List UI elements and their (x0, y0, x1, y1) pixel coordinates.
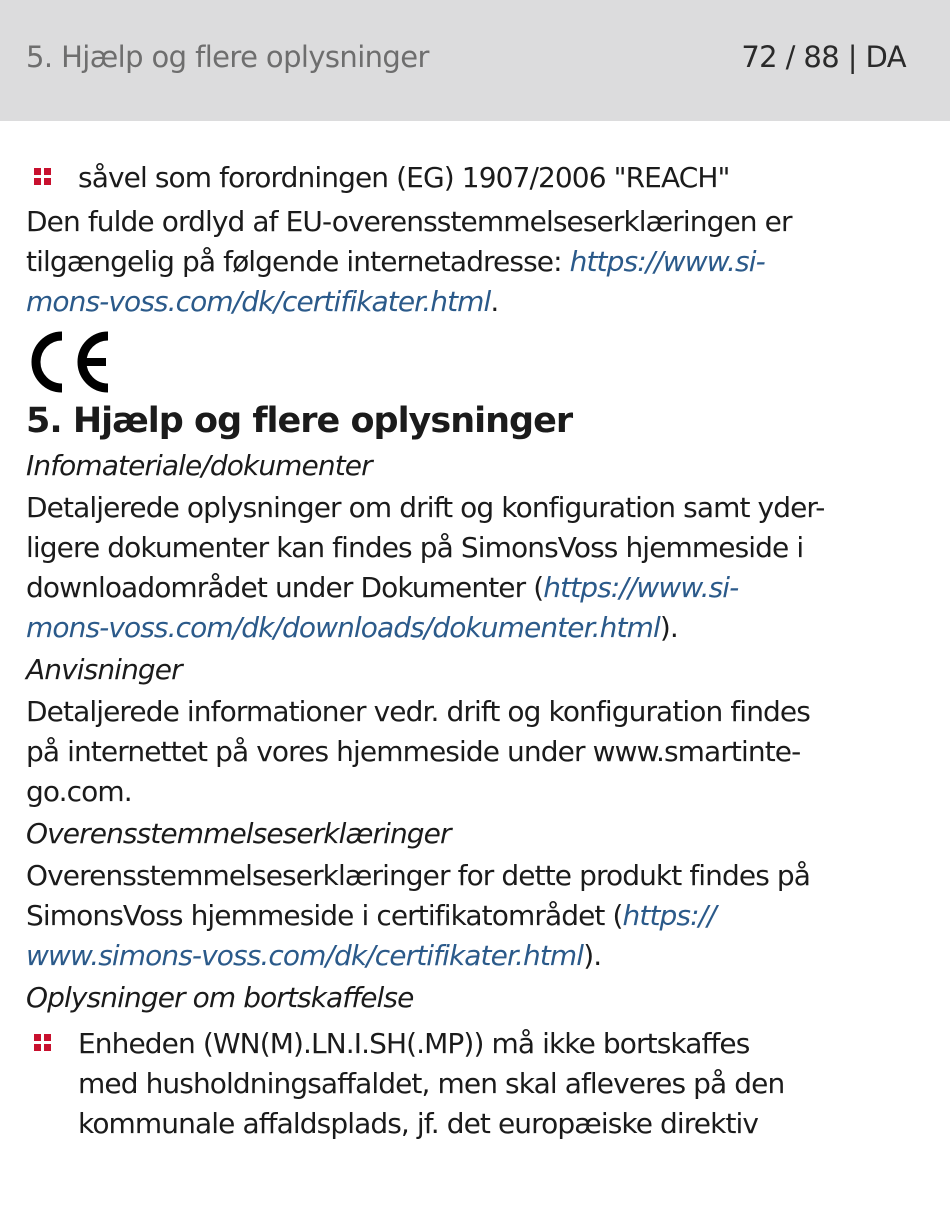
conformity-line-1: Den fulde ordlyd af EU-overensstemmelseserklæringen er (26, 205, 792, 238)
page-header (0, 0, 950, 121)
documents-link-part-2[interactable]: mons-voss.com/dk/downloads/dokumenter.html (26, 611, 660, 644)
list-item-disposal (26, 1024, 926, 1144)
ce-mark-icon (26, 330, 116, 394)
infomaterial-heading: Infomateriale/dokumenter (26, 449, 372, 482)
header-page-info: 72 / 88 | DA (741, 40, 906, 74)
documents-link-part-1[interactable]: https://www.si- (543, 571, 739, 604)
conformity-line-3-tail: . (490, 285, 499, 318)
certificates-link-part-1[interactable]: https://www.si- (569, 245, 765, 278)
anvisninger-line-1: Detaljerede informationer vedr. drift og konfiguration findes (26, 695, 810, 728)
overensstemmelse-line-2-text: SimonsVoss hjemmeside i certifikatområdet ( (26, 899, 623, 932)
infomaterial-line-3-text: downloadområdet under Dokumenter ( (26, 571, 544, 604)
disposal-line-1: Enheden (WN(M).LN.I.SH(.MP)) må ikke bortskaffes (78, 1027, 750, 1060)
anvisninger-line-2: på internettet på vores hjemmeside under www.smartinte- (26, 735, 801, 768)
certificates-link-2-part-2[interactable]: www.simons-voss.com/dk/certifikater.html (26, 939, 584, 972)
overensstemmelse-line-2 (26, 896, 926, 936)
overensstemmelse-line-1: Overensstemmelseserklæringer for dette produkt findes på (26, 859, 811, 892)
infomaterial-line-4-tail: ). (659, 611, 678, 644)
infomaterial-line-3 (26, 568, 926, 608)
red-square-bullet-icon (34, 168, 52, 186)
anvisninger-heading: Anvisninger (26, 653, 182, 686)
header-section-title: 5. Hjælp og flere oplysninger (26, 40, 429, 74)
bortskaffelse-heading: Oplysninger om bortskaffelse (26, 981, 414, 1014)
disposal-line-2: med husholdningsaffaldet, men skal afleveres på den (78, 1067, 785, 1100)
document-body (26, 158, 926, 1144)
disposal-line-3: kommunale affaldsplads, jf. det europæiske direktiv (78, 1107, 759, 1140)
infomaterial-line-2: ligere dokumenter kan findes på SimonsVoss hjemmeside i (26, 531, 804, 564)
overensstemmelse-heading: Overensstemmelseserklæringer (26, 817, 451, 850)
certificates-link-part-2[interactable]: mons-voss.com/dk/certifikater.html (26, 285, 491, 318)
section-heading: 5. Hjælp og flere oplysninger (26, 401, 573, 441)
infomaterial-line-4 (26, 608, 926, 648)
red-square-bullet-icon (34, 1034, 52, 1052)
conformity-line-3 (26, 282, 926, 322)
conformity-line-2 (26, 242, 926, 282)
conformity-line-2-text: tilgængelig på følgende internetadresse: (26, 245, 570, 278)
anvisninger-line-3: go.com. (26, 775, 132, 808)
certificates-link-2-part-1[interactable]: https:// (622, 899, 716, 932)
reach-text: såvel som forordningen (EG) 1907/2006 "REACH" (78, 161, 730, 194)
overensstemmelse-line-3 (26, 936, 926, 976)
list-item-reach (26, 158, 926, 198)
infomaterial-line-1: Detaljerede oplysninger om drift og konfiguration samt yder- (26, 491, 825, 524)
overensstemmelse-line-3-tail: ). (583, 939, 602, 972)
